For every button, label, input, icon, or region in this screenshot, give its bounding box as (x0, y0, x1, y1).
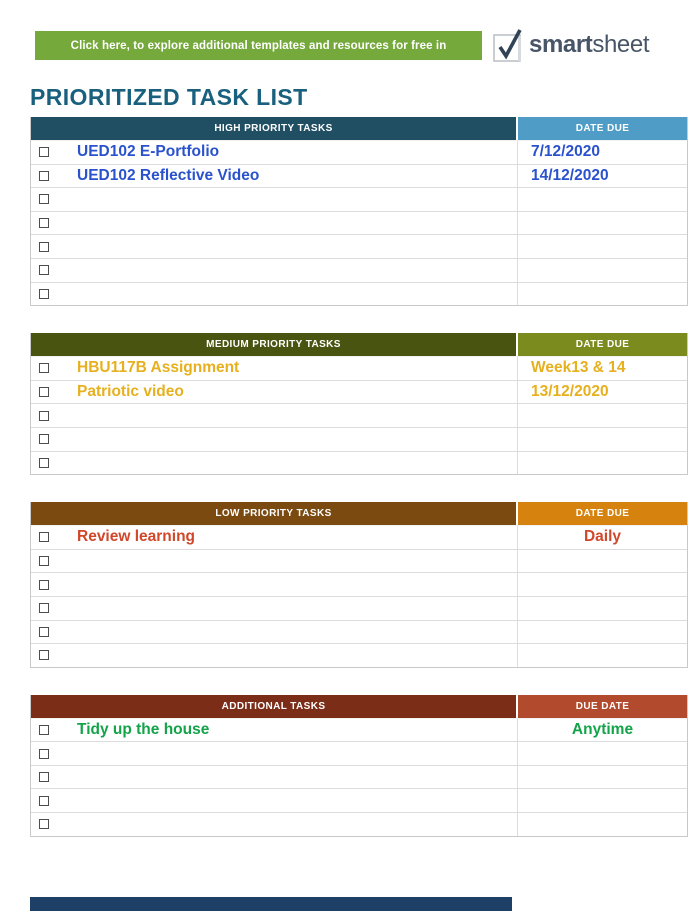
date-column-header (518, 695, 687, 718)
task-row (31, 596, 687, 620)
section-rows (31, 525, 687, 667)
next-section-bar (30, 897, 512, 911)
date-cell[interactable] (518, 452, 687, 475)
date-cell[interactable] (518, 789, 687, 812)
task-row (31, 765, 687, 789)
task-cell[interactable] (31, 141, 518, 164)
task-row (31, 451, 687, 475)
priority-section (30, 502, 688, 668)
task-row (31, 403, 687, 427)
task-cell[interactable] (31, 550, 518, 573)
checkbox[interactable] (39, 411, 49, 421)
smartsheet-wordmark (529, 31, 649, 59)
banner-text: Click here, to explore additional templates and resources for free in (70, 39, 447, 52)
task-row (31, 643, 687, 667)
section-title: HIGH PRIORITY TASKS (214, 123, 333, 134)
section-header-row (31, 117, 687, 140)
task-row (31, 282, 687, 306)
checkbox[interactable] (39, 289, 49, 299)
checkbox[interactable] (39, 147, 49, 157)
checkbox[interactable] (39, 819, 49, 829)
checkbox[interactable] (39, 532, 49, 542)
task-cell[interactable] (31, 259, 518, 282)
date-cell[interactable] (518, 212, 687, 235)
page-title: PRIORITIZED TASK LIST (30, 84, 308, 110)
priority-section (30, 695, 688, 837)
checkbox[interactable] (39, 725, 49, 735)
checkbox[interactable] (39, 242, 49, 252)
section-rows (31, 718, 687, 836)
date-cell[interactable] (518, 766, 687, 789)
smartsheet-logo[interactable] (492, 26, 649, 64)
task-row (31, 620, 687, 644)
date-cell[interactable] (518, 357, 687, 380)
task-cell-text: UED102 E-Portfolio (77, 143, 220, 161)
date-cell-text: Anytime (571, 720, 634, 738)
task-cell[interactable] (31, 283, 518, 306)
section-header-row (31, 502, 687, 525)
date-cell-text: 14/12/2020 (531, 166, 609, 184)
date-cell[interactable] (518, 259, 687, 282)
date-header-label: DATE DUE (575, 508, 630, 520)
date-cell[interactable] (518, 141, 687, 164)
section-header-row (31, 333, 687, 356)
task-cell[interactable] (31, 573, 518, 596)
task-cell[interactable] (31, 621, 518, 644)
task-cell[interactable] (31, 404, 518, 427)
date-cell[interactable] (518, 428, 687, 451)
date-cell[interactable] (518, 235, 687, 258)
task-row (31, 356, 687, 380)
task-row (31, 549, 687, 573)
date-column-header (518, 502, 687, 525)
task-row (31, 525, 687, 549)
section-header-row (31, 695, 687, 718)
task-cell[interactable] (31, 188, 518, 211)
task-row (31, 258, 687, 282)
templates-banner[interactable] (35, 31, 482, 60)
section-rows (31, 356, 687, 474)
checkbox[interactable] (39, 650, 49, 660)
date-cell[interactable] (518, 283, 687, 306)
date-cell[interactable] (518, 573, 687, 596)
date-cell[interactable] (518, 621, 687, 644)
date-cell[interactable] (518, 165, 687, 188)
task-cell[interactable] (31, 719, 518, 742)
task-row (31, 788, 687, 812)
date-cell-text: 13/12/2020 (531, 383, 609, 401)
date-cell-text: 7/12/2020 (531, 143, 600, 161)
checkbox[interactable] (39, 556, 49, 566)
task-cell[interactable] (31, 597, 518, 620)
task-row (31, 741, 687, 765)
task-cell[interactable] (31, 357, 518, 380)
section-title: LOW PRIORITY TASKS (215, 508, 332, 520)
date-header-label: DUE DATE (575, 700, 630, 712)
date-cell[interactable] (518, 813, 687, 836)
task-row (31, 187, 687, 211)
task-row (31, 427, 687, 451)
checkbox[interactable] (39, 749, 49, 759)
task-cell[interactable] (31, 644, 518, 667)
task-cell-text: Review learning (77, 528, 196, 546)
checkbox[interactable] (39, 265, 49, 275)
task-cell-text: HBU117B Assignment (77, 359, 240, 377)
task-cell[interactable] (31, 212, 518, 235)
date-cell[interactable] (518, 526, 687, 549)
task-row (31, 812, 687, 836)
priority-section (30, 333, 688, 475)
checkbox[interactable] (39, 218, 49, 228)
task-cell[interactable] (31, 452, 518, 475)
task-cell[interactable] (31, 428, 518, 451)
wordmark-sheet: sheet (592, 31, 650, 58)
date-cell-text: Daily (583, 528, 622, 546)
checkbox[interactable] (39, 194, 49, 204)
task-cell[interactable] (31, 165, 518, 188)
task-row (31, 380, 687, 404)
date-cell[interactable] (518, 644, 687, 667)
task-cell[interactable] (31, 235, 518, 258)
checkbox[interactable] (39, 363, 49, 373)
date-header-label: DATE DUE (575, 123, 630, 134)
date-cell[interactable] (518, 550, 687, 573)
section-header (31, 333, 518, 356)
section-title: ADDITIONAL TASKS (221, 700, 326, 712)
task-cell[interactable] (31, 766, 518, 789)
section-header (31, 695, 518, 718)
date-cell[interactable] (518, 597, 687, 620)
task-cell-text: Tidy up the house (77, 720, 210, 738)
checkmark-icon (492, 26, 524, 64)
date-cell[interactable] (518, 381, 687, 404)
date-cell[interactable] (518, 404, 687, 427)
section-rows (31, 140, 687, 305)
task-row (31, 211, 687, 235)
checkbox[interactable] (39, 387, 49, 397)
date-cell[interactable] (518, 719, 687, 742)
date-header-label: DATE DUE (575, 339, 630, 351)
task-cell[interactable] (31, 813, 518, 836)
task-cell-text: Patriotic video (77, 383, 184, 401)
checkbox[interactable] (39, 171, 49, 181)
priority-section (30, 117, 688, 306)
date-cell[interactable] (518, 188, 687, 211)
date-cell[interactable] (518, 742, 687, 765)
section-header (31, 502, 518, 525)
wordmark-smart: smart (529, 31, 593, 58)
section-title: MEDIUM PRIORITY TASKS (206, 339, 341, 351)
task-cell[interactable] (31, 526, 518, 549)
task-cell-text: UED102 Reflective Video (77, 166, 260, 184)
task-row (31, 718, 687, 742)
task-cell[interactable] (31, 742, 518, 765)
date-cell-text: Week13 & 14 (531, 359, 626, 377)
checkbox[interactable] (39, 627, 49, 637)
checkbox[interactable] (39, 603, 49, 613)
checkbox[interactable] (39, 772, 49, 782)
date-column-header (518, 333, 687, 356)
task-cell[interactable] (31, 381, 518, 404)
checkbox[interactable] (39, 796, 49, 806)
task-cell[interactable] (31, 789, 518, 812)
checkbox[interactable] (39, 458, 49, 468)
task-row (31, 234, 687, 258)
task-sections (30, 117, 688, 864)
task-row (31, 572, 687, 596)
task-row (31, 140, 687, 164)
section-header (31, 117, 518, 140)
task-row (31, 164, 687, 188)
checkbox[interactable] (39, 434, 49, 444)
checkbox[interactable] (39, 580, 49, 590)
date-column-header (518, 117, 687, 140)
